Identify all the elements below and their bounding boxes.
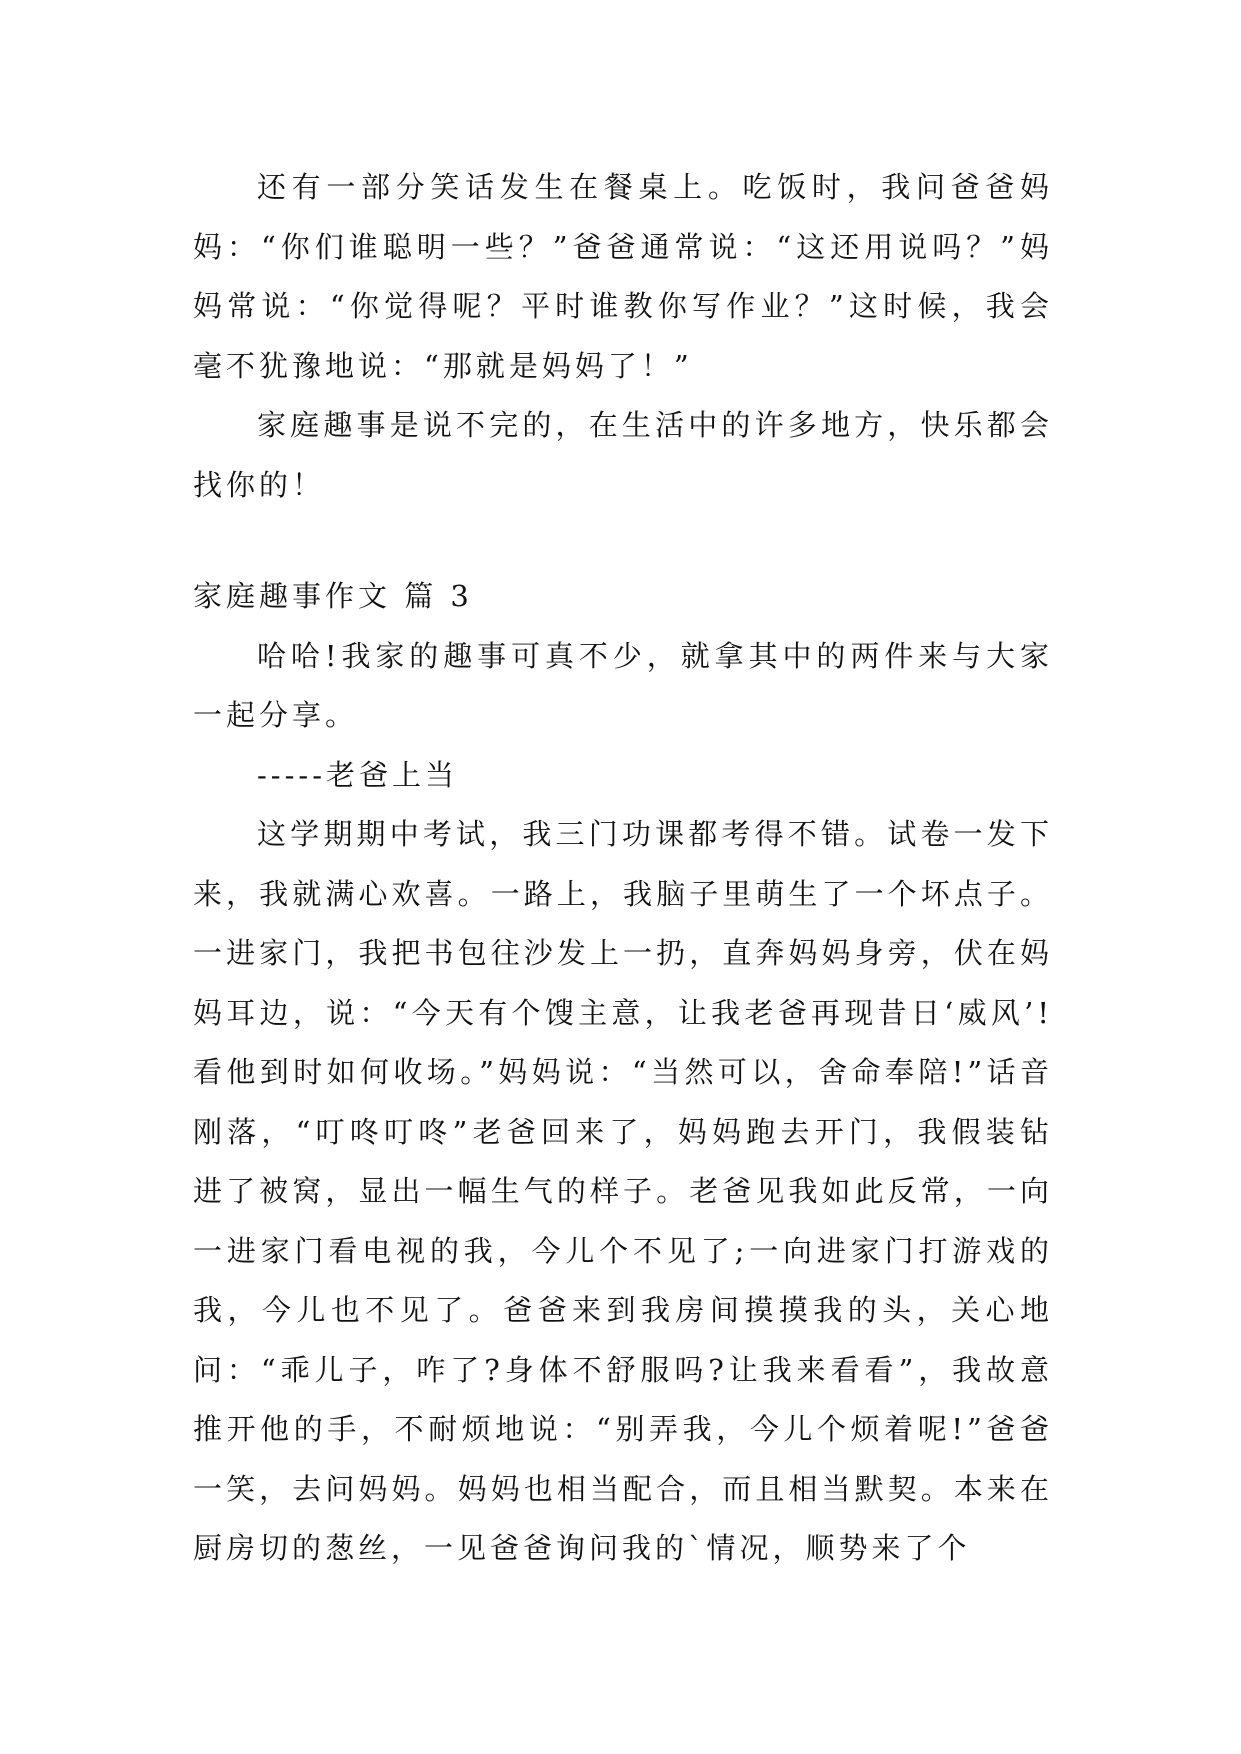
paragraph-dinner-joke: 还有一部分笑话发生在餐桌上。吃饭时，我问爸爸妈妈：“你们谁聪明一些？”爸爸通常说：“这还用说吗？”妈妈常说：“你觉得呢？平时谁教你写作业？”这时候，我会毫不犹豫地说：“那就是妈妈了！” [193, 170, 1053, 383]
paragraph-story: 这学期期中考试，我三门功课都考得不错。试卷一发下来，我就满心欢喜。一路上，我脑子里萌生了一个坏点子。一进家门，我把书包往沙发上一扔，直奔妈妈身旁，伏在妈妈耳边，说：“今天有个馊主意，让我老爸再现昔日‘威风’!看他到时如何收场。”妈妈说：“当然可以，舍命奉陪!”话音刚落，“叮咚叮咚”老爸回来了，妈妈跑去开门，我假装钻进了被窝，显出一幅生气的样子。老爸见我如此反常，一向一进家门看电视的我，今儿个不见了;一向进家门打游戏的我，今儿也不见了。爸爸来到我房间摸摸我的头，关心地问：“乖儿子，咋了?身体不舒服吗?让我来看看”，我故意推开他的手，不耐烦地说：“别弄我，今儿个烦着呢!”爸爸一笑，去问妈妈。妈妈也相当配合，而且相当默契。本来在厨房切的葱丝，一见爸爸询问我的`情况，顺势来了个 [193, 817, 1053, 1565]
section-heading: 家庭趣事作文 篇 3 [193, 579, 473, 613]
paragraph-intro: 哈哈!我家的趣事可真不少，就拿其中的两件来与大家一起分享。 [193, 638, 1053, 732]
document-body [193, 158, 1053, 1579]
paragraph-conclusion: 家庭趣事是说不完的，在生活中的许多地方，快乐都会找你的！ [193, 408, 1053, 502]
section-subheading: -----老爸上当 [257, 757, 458, 792]
